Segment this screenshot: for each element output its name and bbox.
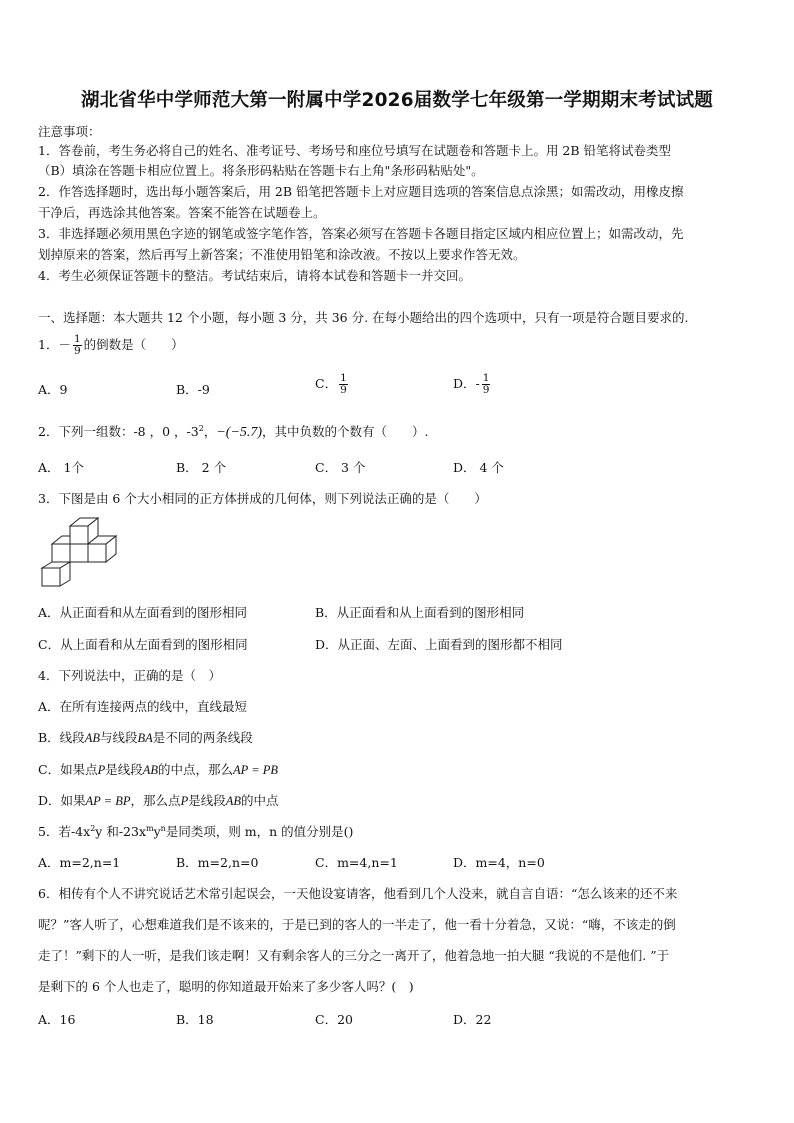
question-1 <box>38 334 184 357</box>
q1-fraction <box>73 334 82 357</box>
q2-option-b[interactable]: B． 2 个 <box>176 460 227 475</box>
q1-option-c-label: C． <box>315 376 338 391</box>
q6-option-c[interactable]: C．20 <box>315 1012 353 1027</box>
q5-option-d[interactable]: D．m=4，n=0 <box>453 855 545 870</box>
q1-option-c-denominator: 9 <box>340 384 347 396</box>
q5-option-a[interactable]: A．m=2,n=1 <box>38 855 121 870</box>
q4-c-text-1: C．如果点 <box>38 762 98 777</box>
note-1-line-2: （B）填涂在答题卡相应位置上。将条形码粘贴在答题卡右上角"条形码粘贴处"。 <box>38 163 484 178</box>
cube-top-front <box>70 526 88 544</box>
q5-option-b[interactable]: B．m=2,n=0 <box>176 855 259 870</box>
q5-text-4: 是同类项，则 m，n 的值分别是() <box>165 824 354 839</box>
q3-option-d[interactable]: D．从正面、左面、上面看到的图形都不相同 <box>315 637 563 652</box>
q4-c-text-3: 的中点，那么 <box>158 762 234 777</box>
q2-option-d[interactable]: D． 4 个 <box>453 460 504 475</box>
q4-d-text-4: 的中点 <box>241 793 279 808</box>
q1-option-c[interactable] <box>315 373 350 396</box>
q4-d-text-2: ，那么点 <box>130 793 181 808</box>
note-1-line-1: 1．答卷前，考生务必将自己的姓名、准考证号、考场号和座位号填写在试题卷和答题卡上。用 2B 铅笔将试卷类型 <box>38 143 672 158</box>
cube-right-front <box>88 544 106 562</box>
q2-option-c[interactable]: C． 3 个 <box>315 460 366 475</box>
q6-option-d[interactable]: D．22 <box>453 1012 492 1027</box>
q1-option-d-numerator: 1 <box>482 372 490 384</box>
q4-d-equation: AP = BP <box>85 794 131 808</box>
notes-heading: 注意事项： <box>38 124 101 139</box>
q1-option-c-numerator: 1 <box>340 372 347 384</box>
q5-option-c[interactable]: C．m=4,n=1 <box>315 855 398 870</box>
note-3-line-2: 划掉原来的答案，然后再写上新答案；不准使用铅笔和涂改液。不按以上要求作答无效。 <box>38 247 526 262</box>
question-6-line-4: 是剩下的 6 个人也走了，聪明的你知道最开始来了多少客人吗？( ) <box>38 979 414 994</box>
q4-c-equation: AP = PB <box>233 763 279 777</box>
cube-left-front <box>52 544 70 562</box>
q3-option-a[interactable]: A．从正面看和从左面看到的图形相同 <box>38 605 248 620</box>
q4-option-c[interactable] <box>38 760 278 778</box>
q4-c-text-2: 是线段 <box>105 762 143 777</box>
q5-text-2: y 和-23x <box>95 824 146 839</box>
q1-option-a[interactable]: A．9 <box>38 382 68 397</box>
q1-option-d[interactable] <box>453 373 492 396</box>
question-5 <box>38 822 353 840</box>
q1-minus: － <box>58 337 71 352</box>
q1-number: 1． <box>38 337 59 352</box>
q2-superscript: 2 <box>198 423 204 433</box>
q4-d-text-1: D．如果 <box>38 793 86 808</box>
q4-c-point-p: P <box>97 763 106 777</box>
section-heading: 一、选择题：本大题共 12 个小题，每小题 3 分，共 36 分. 在每小题给出的四个选项中，只有一项是符合题目要求的. <box>38 310 689 325</box>
question-2 <box>38 422 429 441</box>
q4-option-b[interactable] <box>38 728 253 746</box>
q4-d-text-3: 是线段 <box>188 793 226 808</box>
q1-fraction-numerator: 1 <box>73 333 81 345</box>
question-6-line-1: 6．相传有个人不讲究说话艺术常引起误会，一天他设宴请客，他看到几个人没来，就自言自语：“怎么该来的还不来 <box>38 886 678 901</box>
q2-stem-a: 2．下列一组数：-8 ，0 ，-3 <box>38 424 199 439</box>
q4-d-point-p: P <box>180 794 189 808</box>
q2-option-a[interactable]: A． 1个 <box>38 460 84 475</box>
note-3-line-1: 3．非选择题必须用黑色字迹的钢笔或签字笔作答，答案必须写在答题卡各题目指定区域内相应位置上；如需改动，先 <box>38 226 684 241</box>
q5-sup-2: m <box>146 823 154 833</box>
q3-option-c[interactable]: C．从上面看和从左面看到的图形相同 <box>38 637 248 652</box>
q5-text-1: 5．若-4x <box>38 824 91 839</box>
question-4: 4．下列说法中，正确的是（ ） <box>38 668 221 683</box>
q4-b-text-1: B．线段 <box>38 730 85 745</box>
q6-option-b[interactable]: B．18 <box>176 1012 214 1027</box>
cube-left-top <box>52 536 70 544</box>
q6-option-a[interactable]: A．16 <box>38 1012 76 1027</box>
q1-stem: 的倒数是（ ） <box>83 337 184 352</box>
q1-option-c-fraction <box>339 373 348 396</box>
q1-option-d-label: D．- <box>453 376 480 391</box>
q5-sup-3: n <box>160 823 166 833</box>
q4-b-segment-ab: AB <box>84 731 100 745</box>
cube-bottom-front <box>42 568 60 586</box>
note-2-line-1: 2．作答选择题时，选出每小题答案后，用 2B 铅笔把答题卡上对应题目选项的答案信息点涂黑；如需改动，用橡皮擦 <box>38 184 684 199</box>
question-6-line-2: 呢？”客人听了，心想难道我们是不该来的，于是已到的客人的一半走了，他一看十分着急，又说：“嗨，不该走的倒 <box>38 917 676 932</box>
exam-title: 湖北省华中学师范大第一附属中学2026届数学七年级第一学期期末考试试题 <box>81 90 713 111</box>
cube-center-front <box>70 544 88 562</box>
q4-d-segment-ab: AB <box>225 794 241 808</box>
q4-b-text-3: 是不同的两条线段 <box>152 730 253 745</box>
q4-c-segment-ab: AB <box>142 763 159 777</box>
note-2-line-2: 干净后，再选涂其他答案。答案不能答在试题卷上。 <box>38 205 326 220</box>
q2-stem-c: ，其中负数的个数有（ ）. <box>262 424 429 439</box>
q4-b-text-2: 与线段 <box>99 730 138 745</box>
q3-option-b[interactable]: B．从正面看和从上面看到的图形相同 <box>315 605 525 620</box>
question-3: 3．下图是由 6 个大小相同的正方体拼成的几何体，则下列说法正确的是（ ） <box>38 491 487 506</box>
q4-b-segment-ba: BA <box>137 731 153 745</box>
q2-stem-b: ， <box>203 424 217 439</box>
q4-option-d[interactable] <box>38 791 279 809</box>
cube-figure <box>40 516 120 592</box>
question-6-line-3: 走了！”剩下的人一听，是我们该走啊！又有剩余客人的三分之一离开了，他着急地一拍大腿 “我说的不是他们. ”于 <box>38 948 670 963</box>
q1-option-b[interactable]: B．-9 <box>176 382 210 397</box>
q5-sup-1: 2 <box>90 823 96 833</box>
q2-expression: −(−5.7) <box>216 425 263 440</box>
q1-option-d-fraction <box>482 373 491 396</box>
note-4: 4．考生必须保证答题卡的整洁。考试结束后，请将本试卷和答题卡一并交回。 <box>38 268 471 283</box>
q1-fraction-denominator: 9 <box>73 345 81 357</box>
q5-text-3: y <box>153 824 161 839</box>
q1-option-d-denominator: 9 <box>482 384 490 396</box>
q4-option-a[interactable]: A．在所有连接两点的线中，直线最短 <box>38 699 248 714</box>
